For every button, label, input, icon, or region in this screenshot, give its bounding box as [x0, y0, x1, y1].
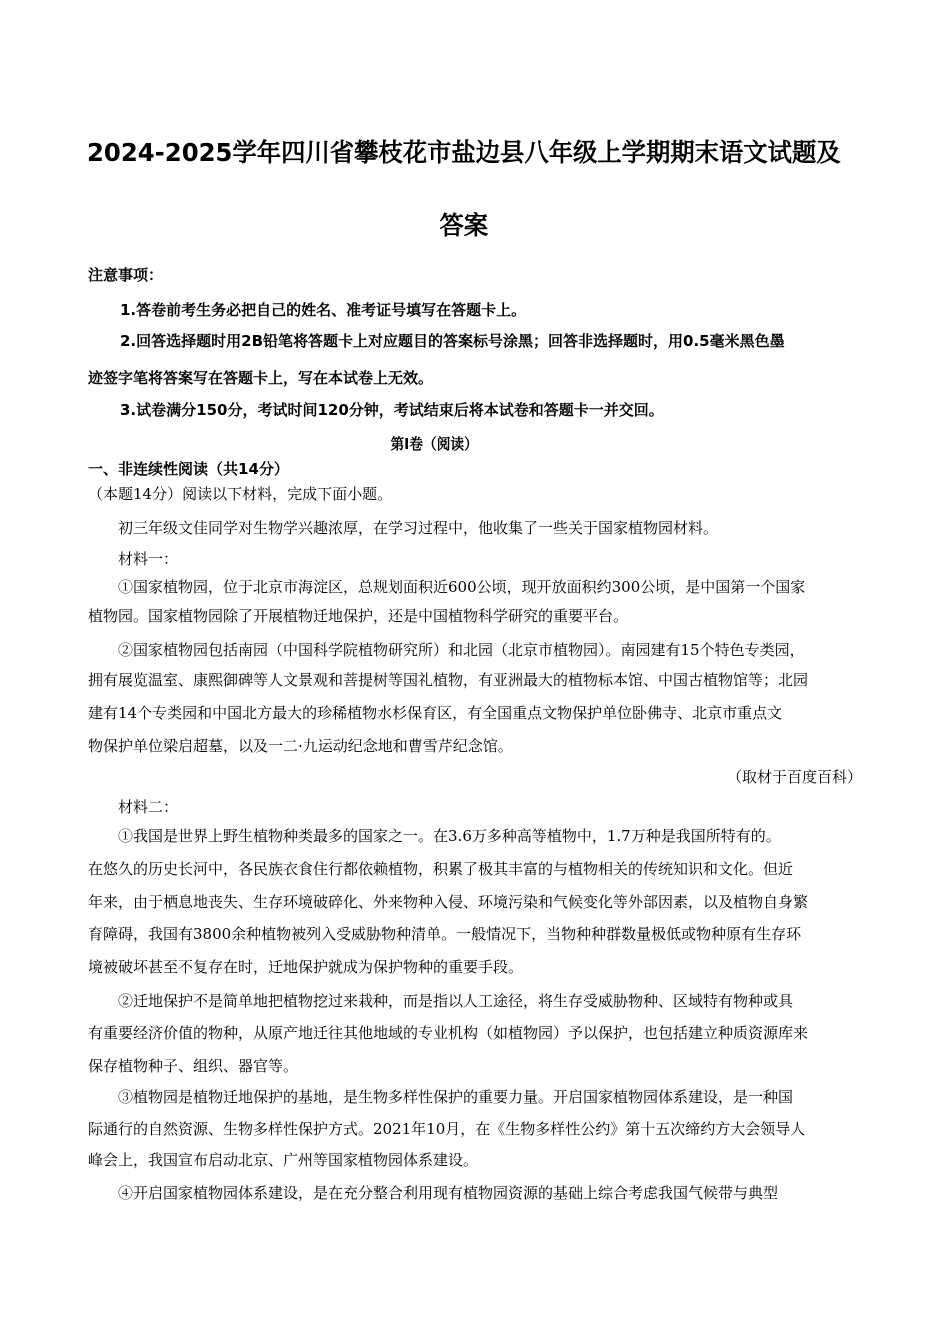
- material-1-para-2-line-4: 物保护单位梁启超墓，以及一二·九运动纪念地和曹雪芹纪念馆。: [88, 737, 513, 755]
- section-heading: 一、非连续性阅读（共14分）: [88, 460, 289, 478]
- material-1-para-1-line-2: 植物园。国家植物园除了开展植物迁地保护，还是中国植物科学研究的重要平台。: [88, 607, 629, 625]
- notice-item-1: 1.答卷前考生务必把自己的姓名、准考证号填写在答题卡上。: [120, 301, 527, 319]
- notice-heading: 注意事项：: [88, 266, 164, 284]
- material-2-para-3-line-1: ③植物园是植物迁地保护的基地，是生物多样性保护的重要力量。开启国家植物园体系建设，是一种国: [118, 1088, 794, 1106]
- material-1-label: 材料一：: [118, 550, 179, 568]
- material-2-para-1-line-2: 在悠久的历史长河中，各民族衣食住行都依赖植物，积累了极其丰富的与植物相关的传统知识和文化。但近: [88, 860, 794, 878]
- material-2-para-1-line-4: 育障碍，我国有3800余种植物被列入受威胁物种清单。一般情况下，当物种种群数量极低或物种原有生存环: [88, 925, 802, 943]
- material-1-para-2-line-1: ②国家植物园包括南园（中国科学院植物研究所）和北园（北京市植物园）。南园建有15个特色专类园，: [118, 641, 805, 659]
- notice-item-2-line-2: 迹签字笔将答案写在答题卡上，写在本试卷上无效。: [88, 369, 434, 387]
- material-1-para-2-line-3: 建有14个专类园和中国北方最大的珍稀植物水杉保育区，有全国重点文物保护单位卧佛寺、北京市重点文: [88, 704, 783, 722]
- document-title-line-2: 答案: [439, 211, 489, 240]
- material-1-para-2-line-2: 拥有展览温室、康熙御碑等人文景观和菩提树等国礼植物，有亚洲最大的植物标本馆、中国古植物馆等；北园: [88, 671, 809, 689]
- material-2-para-1-line-5: 境被破坏甚至不复存在时，迁地保护就成为保护物种的重要手段。: [88, 958, 524, 976]
- material-2-para-2-line-1: ②迁地保护不是简单地把植物挖过来栽种，而是指以人工途径，将生存受威胁物种、区域特有物种或具: [118, 992, 794, 1010]
- notice-item-3: 3.试卷满分150分，考试时间120分钟，考试结束后将本试卷和答题卡一并交回。: [120, 401, 664, 419]
- material-2-para-2-line-2: 有重要经济价值的物种，从原产地迁往其他地域的专业机构（如植物园）予以保护，也包括建立种质资源库来: [88, 1024, 809, 1042]
- material-2-para-2-line-3: 保存植物种子、组织、器官等。: [88, 1057, 299, 1075]
- intro-paragraph: 初三年级文佳同学对生物学兴趣浓厚，在学习过程中，他收集了一些关于国家植物园材料。: [118, 519, 719, 537]
- material-2-para-4-line-1: ④开启国家植物园体系建设，是在充分整合利用现有植物园资源的基础上综合考虑我国气候带与典型: [118, 1184, 779, 1202]
- volume-title: 第Ⅰ卷（阅读）: [390, 435, 478, 453]
- material-1-source: （取材于百度百科）: [726, 768, 862, 786]
- question-instruction: （本题14分）阅读以下材料，完成下面小题。: [88, 485, 393, 503]
- material-1-para-1-line-1: ①国家植物园，位于北京市海淀区，总规划面积近600公顷，现开放面积约300公顷，是中国第一个国家: [118, 578, 806, 596]
- material-2-para-1-line-1: ①我国是世界上野生植物种类最多的国家之一。在3.6万多种高等植物中，1.7万种是我国所特有的。: [118, 827, 781, 845]
- notice-item-2-line-1: 2.回答选择题时用2B铅笔将答题卡上对应题目的答案标号涂黑；回答非选择题时，用0.5毫米黑色墨: [120, 332, 785, 350]
- material-2-para-3-line-2: 际通行的自然资源、生物多样性保护方式。2021年10月，在《生物多样性公约》第十五次缔约方大会领导人: [88, 1120, 806, 1138]
- material-2-label: 材料二：: [118, 798, 179, 816]
- document-title-line-1: 2024-2025学年四川省攀枝花市盐边县八年级上学期期末语文试题及: [86, 138, 841, 167]
- material-2-para-3-line-3: 峰会上，我国宣布启动北京、广州等国家植物园体系建设。: [88, 1151, 479, 1169]
- material-2-para-1-line-3: 年来，由于栖息地丧失、生存环境破碎化、外来物种入侵、环境污染和气候变化等外部因素，以及植物自身繁: [88, 893, 809, 911]
